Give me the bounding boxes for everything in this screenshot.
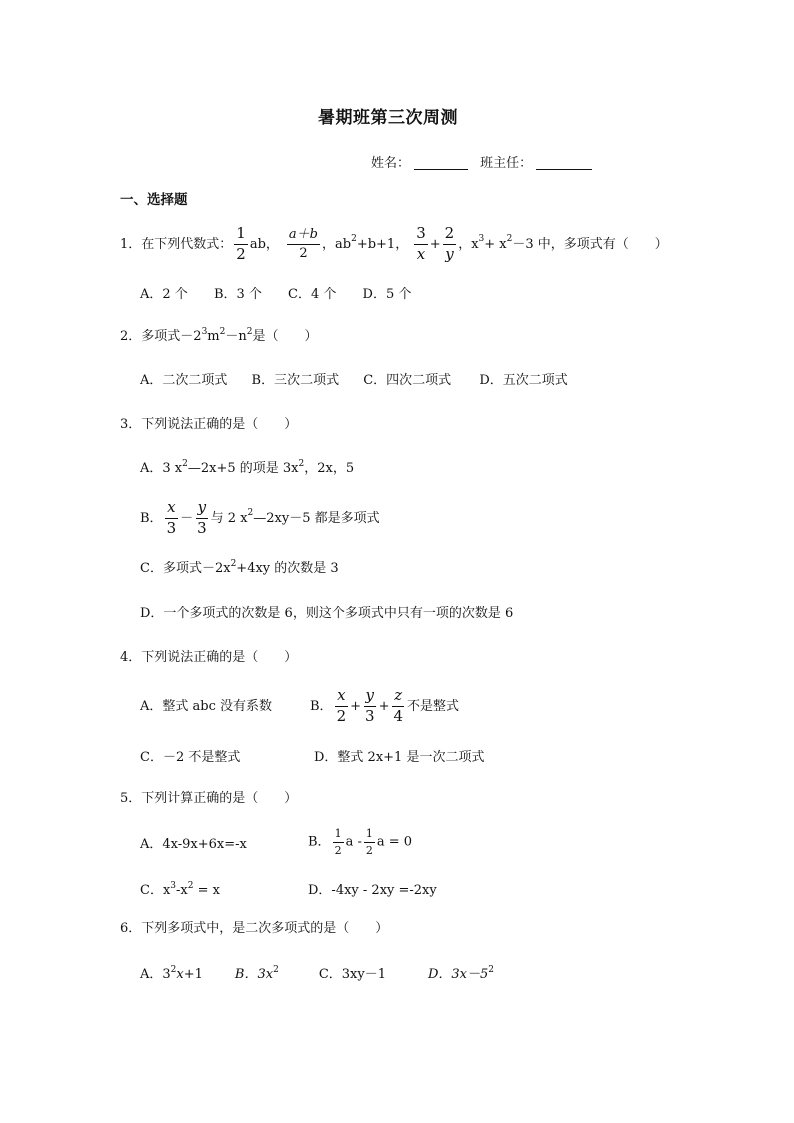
q5-option-b[interactable]: B． $\frac{1}{2}$ a - $\frac{1}{2}$ a = 0 (308, 827, 413, 857)
q1-option-b[interactable]: B．3 个 (213, 287, 262, 302)
q6-option-c[interactable]: C．3xy－1 (318, 967, 386, 982)
teacher-blank[interactable] (536, 157, 592, 170)
q4-option-c[interactable]: C．－2 不是整式 (140, 750, 241, 765)
q5-number: 5． (120, 791, 142, 806)
q4-frac-z-over-4: $\frac{z}{4}$ (393, 686, 404, 725)
q5-stem: 下列计算正确的是（ ） (141, 791, 298, 806)
q1-option-d[interactable]: D．5 个 (362, 287, 412, 302)
q5-frac-half-1: $\frac{1}{2}$ (334, 827, 342, 857)
q3-frac-x-over-3: $\frac{x}{3}$ (166, 498, 177, 537)
q4-frac-x-over-2: $\frac{x}{2}$ (336, 686, 347, 725)
q3-stem: 下列说法正确的是（ ） (141, 417, 298, 432)
q4-frac-y-over-3: $\frac{y}{3}$ (365, 686, 375, 725)
q1-lead: 在下列代数式： (141, 236, 233, 252)
question-2: 2．多项式$-2^3m^2-n^2$是（ ） (120, 326, 318, 344)
q5-frac-half-2: $\frac{1}{2}$ (365, 827, 373, 857)
q2-option-c[interactable]: C．四次二项式 (363, 373, 452, 388)
teacher-label: 班主任： (480, 156, 533, 171)
q2-option-d[interactable]: D．五次二项式 (479, 373, 568, 388)
q6-stem: 下列多项式中，是二次多项式的是（ ） (141, 921, 389, 936)
q3-option-d[interactable]: D．一个多项式的次数是 6，则这个多项式中只有一项的次数是 6 (140, 606, 514, 621)
page-title: 暑期班第三次周测 (318, 108, 458, 128)
name-blank[interactable] (414, 157, 468, 170)
q6-number: 6． (120, 921, 142, 936)
q3-option-b[interactable]: B． $\frac{x}{3}$ － $\frac{y}{3}$ 与 2 $x^2—2xy-5$ 都是多项式 (140, 498, 380, 537)
name-teacher-line (371, 157, 600, 170)
q3-option-a[interactable]: A．3 $x^2—2x+5$ 的项是 $3x^2$，2x，5 (140, 458, 355, 476)
section-title: 一、选择题 (120, 192, 188, 208)
q4-option-a[interactable]: A．整式 abc 没有系数 (140, 699, 273, 714)
q1-frac-3-over-x: $\frac{3}{x}$ (416, 224, 426, 263)
q2-options (140, 374, 568, 387)
q2-option-b[interactable]: B．三次二项式 (251, 373, 340, 388)
q1-frac-a-plus-b: $\frac{a+b}{2}$ (288, 227, 318, 261)
q1-option-c[interactable]: C．4 个 (288, 287, 337, 302)
q6-options (140, 964, 495, 982)
question-3 (120, 418, 297, 431)
q6-option-d[interactable]: D．$3x-5^2$ (427, 964, 495, 982)
q1-option-a[interactable]: A．2 个 (140, 287, 188, 302)
q6-option-b[interactable]: B．$3x^2$ (234, 964, 279, 982)
q3-number: 3． (120, 417, 142, 432)
q3-frac-y-over-3: $\frac{y}{3}$ (197, 498, 207, 537)
question-1: 1．在下列代数式： $\frac{1}{2}$ ab， $\frac{a+b}{2}$ ，$ab^2+b+1$， $\frac{3}{x}$ + $\frac{2}{y}$ ，$x^3+ x^2-3$ 中，多项式有（ ） (120, 224, 668, 263)
name-label: 姓名： (371, 156, 411, 171)
q6-option-a[interactable]: A．$3^2x+1$ (140, 964, 203, 982)
question-4 (120, 651, 297, 664)
q5-option-a[interactable]: A．4x-9x+6x=-x (140, 837, 247, 852)
q1-options (140, 288, 433, 301)
q4-option-b[interactable]: B． $\frac{x}{2}$ + $\frac{y}{3}$ + $\frac{z}{4}$ 不是整式 (310, 686, 460, 725)
q3-option-c[interactable]: C．多项式$-2x^2+4xy$ 的次数是 3 (140, 558, 339, 576)
question-6 (120, 922, 388, 935)
q2-option-a[interactable]: A．二次二项式 (140, 373, 228, 388)
q4-number: 4． (120, 650, 142, 665)
q5-option-d[interactable]: D．-4xy - 2xy =-2xy (308, 883, 437, 898)
q1-frac-2-over-y: $\frac{2}{y}$ (444, 224, 455, 263)
q4-stem: 下列说法正确的是（ ） (141, 650, 298, 665)
q4-option-d[interactable]: D．整式 2x+1 是一次二项式 (314, 750, 485, 765)
q5-option-c[interactable]: C．$x^3-x^2 = x$ (140, 880, 220, 898)
q1-frac-half: $\frac{1}{2}$ (236, 224, 246, 263)
q1-number: 1． (120, 236, 142, 252)
question-5 (120, 792, 297, 805)
q2-number: 2． (120, 329, 142, 344)
